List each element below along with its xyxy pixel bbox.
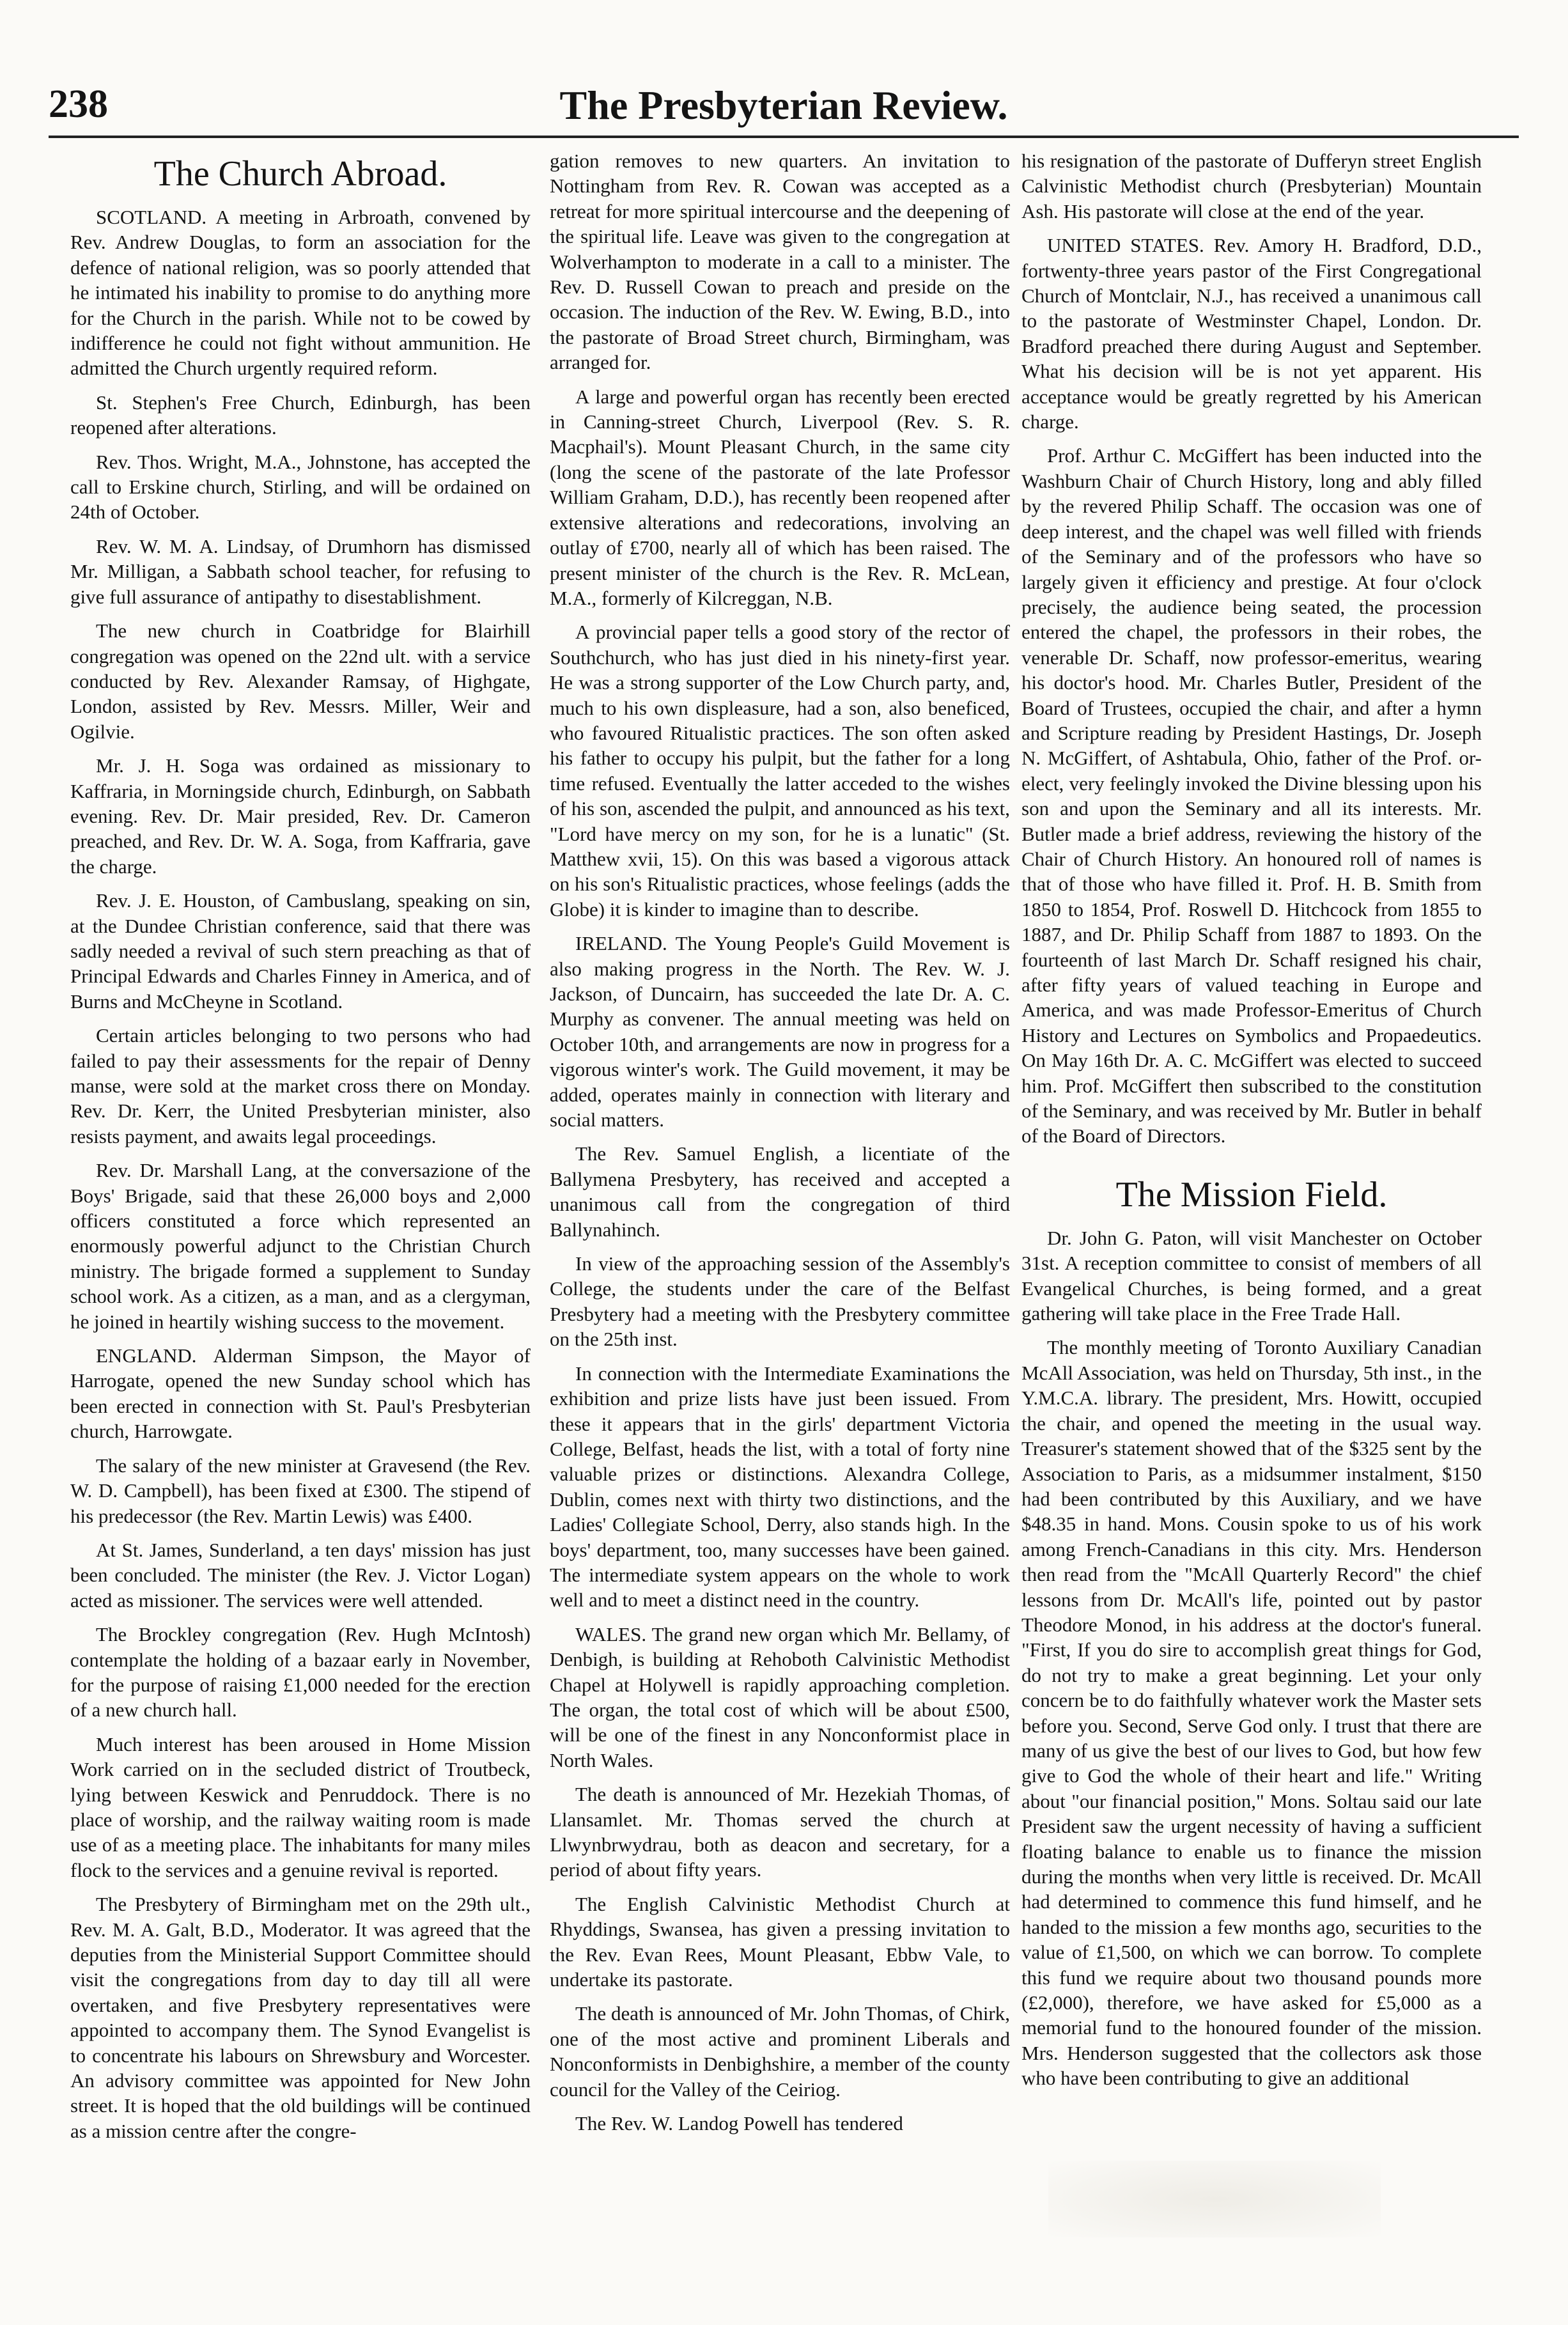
article-paragraph: WALES. The grand new organ which Mr. Bellamy, of Denbigh, is building at Rehoboth Calvinistic Methodist Chapel at Holywell is rapidly approaching completion. The organ, the total cost of which will be about £500, will be one of the finest in any Nonconformist place in North Wales. bbox=[550, 1622, 1010, 1771]
article-paragraph: The English Calvinistic Methodist Church at Rhyddings, Swansea, has given a pressing invitation to the Rev. Evan Rees, Mount Pleasant, Ebbw Vale, to undertake its pastorate. bbox=[550, 1892, 1010, 1991]
article-paragraph: Rev. Thos. Wright, M.A., Johnstone, has accepted the call to Erskine church, Stirling, and will be ordained on 24th of October. bbox=[70, 450, 531, 524]
article-paragraph: A large and powerful organ has recently been erected in Canning-street Church, Liverpool (Rev. S. R. Macphail's). Mount Pleasant Church, in the same city (long the scene of the pastorate of the late Professor William Graham, D.D.), has recently been reopened after extensive alterations and redecorations, involving an outlay of £700, nearly all of which has been raised. The present minister of the church is the Rev. R. McLean, M.A., formerly of Kilcreggan, N.B. bbox=[550, 385, 1010, 609]
article-paragraph: ENGLAND. Alderman Simpson, the Mayor of Harrogate, opened the new Sunday school which has been erected in connection with St. Paul's Presbyterian church, Harrowgate. bbox=[70, 1344, 531, 1443]
article-paragraph: Rev. Dr. Marshall Lang, at the conversazione of the Boys' Brigade, said that these 26,000 boys and 2,000 officers constituted a force which represented an enormously powerful adjunct to the Christian Church ministry. The brigade formed a supplement to Sunday school work. As a citizen, as a man, and as a clergyman, he joined in heartily wishing success to the movement. bbox=[70, 1159, 531, 1333]
article-paragraph: The monthly meeting of Toronto Auxiliary Canadian McAll Association, was held on Thursday, 5th inst., in the Y.M.C.A. library. The president, Mrs. Howitt, occupied the chair, and opened the meeting in the usual way. Treasurer's statement showed that of the $325 sent by the Association to Paris, as a midsummer instalment, $150 had been contributed by this Auxiliary, and we have $48.35 in hand. Mons. Cousin spoke to us of his work among French-Canadians in this city. Mrs. Henderson then read from the "McAll Quarterly Record" the chief lessons from Dr. McAll's life, pointed out by pastor Theodore Monod, in his address at the doctor's funeral. "First, If you do sire to accomplish great things for God, do not try to make a great beginning. Let your only concern be to do faithfully whatever work the Master sets before you. Second, Serve God only. I trust that there are many of us give the best of our lives to God, but how few give to God the whole of their heart and life." Writing about "our financial position," Mons. Soltau said our late President saw the urgent necessity of having a sufficient floating balance to enable us to finance the mission during the months when very little is received. Dr. McAll had determined to commence this fund himself, and he handed to the mission a few months ago, securities to the value of £1,500, on which we can borrow. To complete this fund we require about two thousand pounds more (£2,000), therefore, we have asked for £5,000 as a memorial fund to the honoured founder of the mission. Mrs. Henderson suggested that the collectors ask those who have been contributing to give an additional bbox=[1021, 1336, 1482, 2090]
section-heading-church-abroad: The Church Abroad. bbox=[153, 154, 447, 194]
page-header bbox=[49, 82, 1519, 133]
article-paragraph: The Rev. Samuel English, a licentiate of the Ballymena Presbytery, has received and accepted a unanimous call from the congregation of third Ballynahinch. bbox=[550, 1142, 1010, 1241]
article-paragraph: The salary of the new minister at Gravesend (the Rev. W. D. Campbell), has been fixed at £300. The stipend of his predecessor (the Rev. Martin Lewis) was £400. bbox=[70, 1454, 531, 1527]
paper-stain bbox=[1048, 2161, 1381, 2237]
article-paragraph: Rev. J. E. Houston, of Cambuslang, speaking on sin, at the Dundee Christian conference, said that there was sadly needed a revival of such stern preaching as that of Principal Edwards and Charles Finney in America, and of Burns and McCheyne in Scotland. bbox=[70, 889, 531, 1013]
column-1 bbox=[70, 148, 531, 2143]
publication-title: The Presbyterian Review. bbox=[559, 82, 1008, 128]
article-paragraph: The death is announced of Mr. Hezekiah Thomas, of Llansamlet. Mr. Thomas served the church at Llwynbrwydrau, both as deacon and secretary, for a period of about fifty years. bbox=[550, 1783, 1010, 1881]
section-gap bbox=[1021, 1149, 1482, 1169]
article-paragraph: At St. James, Sunderland, a ten days' mission has just been concluded. The minister (the Rev. J. Victor Logan) acted as missioner. The services were well attended. bbox=[70, 1538, 531, 1612]
article-paragraph: In connection with the Intermediate Examinations the exhibition and prize lists have just been issued. From these it appears that in the girls' department Victoria College, Belfast, heads the list, with a total of forty nine valuable prizes or distinctions. Alexandra College, Dublin, comes next with thirty two distinctions, and the Ladies' Collegiate School, Derry, also stands high. In the boys' department, too, many successes have been gained. The intermediate system appears on the whole to work well and to meet a distinct need in the country. bbox=[550, 1362, 1010, 1612]
article-paragraph: St. Stephen's Free Church, Edinburgh, has been reopened after alterations. bbox=[70, 391, 531, 439]
article-paragraph: IRELAND. The Young People's Guild Movement is also making progress in the North. The Rev. W. J. Jackson, of Duncairn, has succeeded the late Dr. A. C. Murphy as convener. The annual meeting was held on October 10th, and arrangements are now in progress for a vigorous winter's work. The Guild movement, it may be added, operates mainly in connection with literary and social matters. bbox=[550, 932, 1010, 1131]
article-paragraph: The Rev. W. Landog Powell has tendered bbox=[575, 2112, 903, 2135]
article-paragraph: Much interest has been aroused in Home Mission Work carried on in the secluded district of Troutbeck, lying between Keswick and Penruddock. There is no place of worship, and the railway waiting room is made use of as a meeting place. The inhabitants for many miles flock to the services and a genuine revival is reported. bbox=[70, 1732, 531, 1881]
column-2 bbox=[550, 148, 1010, 2136]
article-paragraph: Mr. J. H. Soga was ordained as missionary to Kaffraria, in Morningside church, Edinburgh, on Sabbath evening. Rev. Dr. Mair presided, Rev. Dr. Cameron preached, and Rev. Dr. W. A. Soga, from Kaffraria, gave the charge. bbox=[70, 754, 531, 878]
article-paragraph: Prof. Arthur C. McGiffert has been inducted into the Washburn Chair of Church History, long and ably filled by the revered Philip Schaff. The occasion was one of deep interest, and the chapel was well filled with friends of the Seminary and of the professors who have so largely given it efficiency and prestige. At four o'clock precisely, the audience being seated, the procession entered the chapel, the professors in their robes, the venerable Dr. Schaff, now professor-emeritus, wearing his doctor's hood. Mr. Charles Butler, President of the Board of Trustees, occupied the chair, and after a hymn and Scripture reading by President Hastings, Dr. Joseph N. McGiffert, of Ashtabula, Ohio, father of the Prof. or-elect, very feelingly invoked the Divine blessing upon his son and upon the Seminary and all its interests. Mr. Butler made a brief address, reviewing the history of the Chair of Church History. An honoured roll of names is that of those who have filled it. Prof. H. B. Smith from 1850 to 1854, Prof. Roswell D. Hitchcock from 1855 to 1887, and Dr. Philip Schaff from 1887 to 1893. On the fourteenth of last March Dr. Schaff resigned his chair, after fifty years of valued teaching in Europe and America, and was made Professor-Emeritus of Church History and Lectures on Symbolics and Propaedeutics. On May 16th Dr. A. C. McGiffert was elected to succeed him. Prof. McGiffert then subscribed to the constitution of the Seminary, and was received by Mr. Butler in behalf of the Board of Directors. bbox=[1021, 444, 1482, 1147]
article-paragraph: A provincial paper tells a good story of the rector of Southchurch, who has just died in his ninety-first year. He was a strong supporter of the Low Church party, and, much to his own displeasure, had a son, also beneficed, who favoured Ritualistic practices. The son often asked his father to occupy his pulpit, but the father for a long time refused. Eventually the latter acceded to the wishes of his son, ascended the pulpit, and announced as his text, "Lord have mercy on my son, for he is a lunatic" (St. Matthew xvii, 15). On this was based a vigorous attack on his son's Ritualistic practices, whose feelings (adds the Globe) it is kinder to imagine than to describe. bbox=[550, 621, 1010, 921]
article-paragraph: UNITED STATES. Rev. Amory H. Bradford, D.D., fortwenty-three years pastor of the First Congregational Church of Montclair, N.J., has received a unanimous call to the pastorate of Westminster Chapel, London. Dr. Bradford preached there during August and September. What his decision will be is not yet apparent. His acceptance would be greatly regretted by his American charge. bbox=[1021, 234, 1482, 433]
article-paragraph: Rev. W. M. A. Lindsay, of Drumhorn has dismissed Mr. Milligan, a Sabbath school teacher, for refusing to give full assurance of antipathy to disestablishment. bbox=[70, 534, 531, 608]
article-paragraph: The Brockley congregation (Rev. Hugh McIntosh) contemplate the holding of a bazaar early in November, for the purpose of raising £1,000 needed for the erection of a new church hall. bbox=[70, 1623, 531, 1722]
article-paragraph: In view of the approaching session of the Assembly's College, the students under the care of the Belfast Presbytery had a meeting with the Presbytery committee on the 25th inst. bbox=[550, 1252, 1010, 1351]
article-paragraph: SCOTLAND. A meeting in Arbroath, convened by Rev. Andrew Douglas, to form an association for the defence of national religion, was so poorly attended that he intimated his inability to promise to do anything more for the Church in the parish. While not to be cowed by indifference he could not fight without ammunition. He admitted the Church urgently required reform. bbox=[70, 206, 531, 380]
header-rule bbox=[49, 136, 1519, 138]
article-paragraph: Dr. John G. Paton, will visit Manchester on October 31st. A reception committee to consist of members of all Evangelical Churches, is being formed, and a great gathering will take place in the Free Trade Hall. bbox=[1021, 1226, 1482, 1325]
article-paragraph: gation removes to new quarters. An invitation to Nottingham from Rev. R. Cowan was accepted as a retreat for more spiritual intercourse and the deepening of the spiritual life. Leave was given to the congregation at Wolverhampton to moderate in a call to a minister. The Rev. D. Russell Cowan to preach and preside on the occasion. The induction of the Rev. W. Ewing, B.D., into the pastorate of Broad Street church, Birmingham, was arranged for. bbox=[550, 150, 1010, 374]
article-paragraph: The new church in Coatbridge for Blairhill congregation was opened on the 22nd ult. with a service conducted by Rev. Alexander Ramsay, of Highgate, London, assisted by Rev. Messrs. Miller, Weir and Ogilvie. bbox=[70, 619, 531, 743]
page-number: 238 bbox=[49, 82, 108, 126]
article-paragraph: his resignation of the pastorate of Dufferyn street English Calvinistic Methodist church (Presbyterian) Mountain Ash. His pastorate will close at the end of the year. bbox=[1021, 150, 1482, 222]
article-paragraph: Certain articles belonging to two persons who had failed to pay their assessments for the repair of Denny manse, were sold at the market cross there on Monday. Rev. Dr. Kerr, the United Presbyterian minister, also resists payment, and awaits legal proceedings. bbox=[70, 1024, 531, 1147]
article-paragraph: The Presbytery of Birmingham met on the 29th ult., Rev. M. A. Galt, B.D., Moderator. It was agreed that the deputies from the Ministerial Support Committee should visit the congregations from day to day till all were overtaken, and five Presbytery representatives were appointed to accompany them. The Synod Evangelist is to concentrate his labours on Shrewsbury and Worcester. An advisory committee was appointed for New John street. It is hoped that the old buildings will be continued as a mission centre after the congre- bbox=[70, 1893, 531, 2142]
column-3 bbox=[1021, 148, 1482, 2091]
article-paragraph: The death is announced of Mr. John Thomas, of Chirk, one of the most active and prominent Liberals and Nonconformists in Denbighshire, a member of the county council for the Valley of the Ceiriog. bbox=[550, 2002, 1010, 2101]
section-heading-mission-field: The Mission Field. bbox=[1115, 1174, 1388, 1215]
